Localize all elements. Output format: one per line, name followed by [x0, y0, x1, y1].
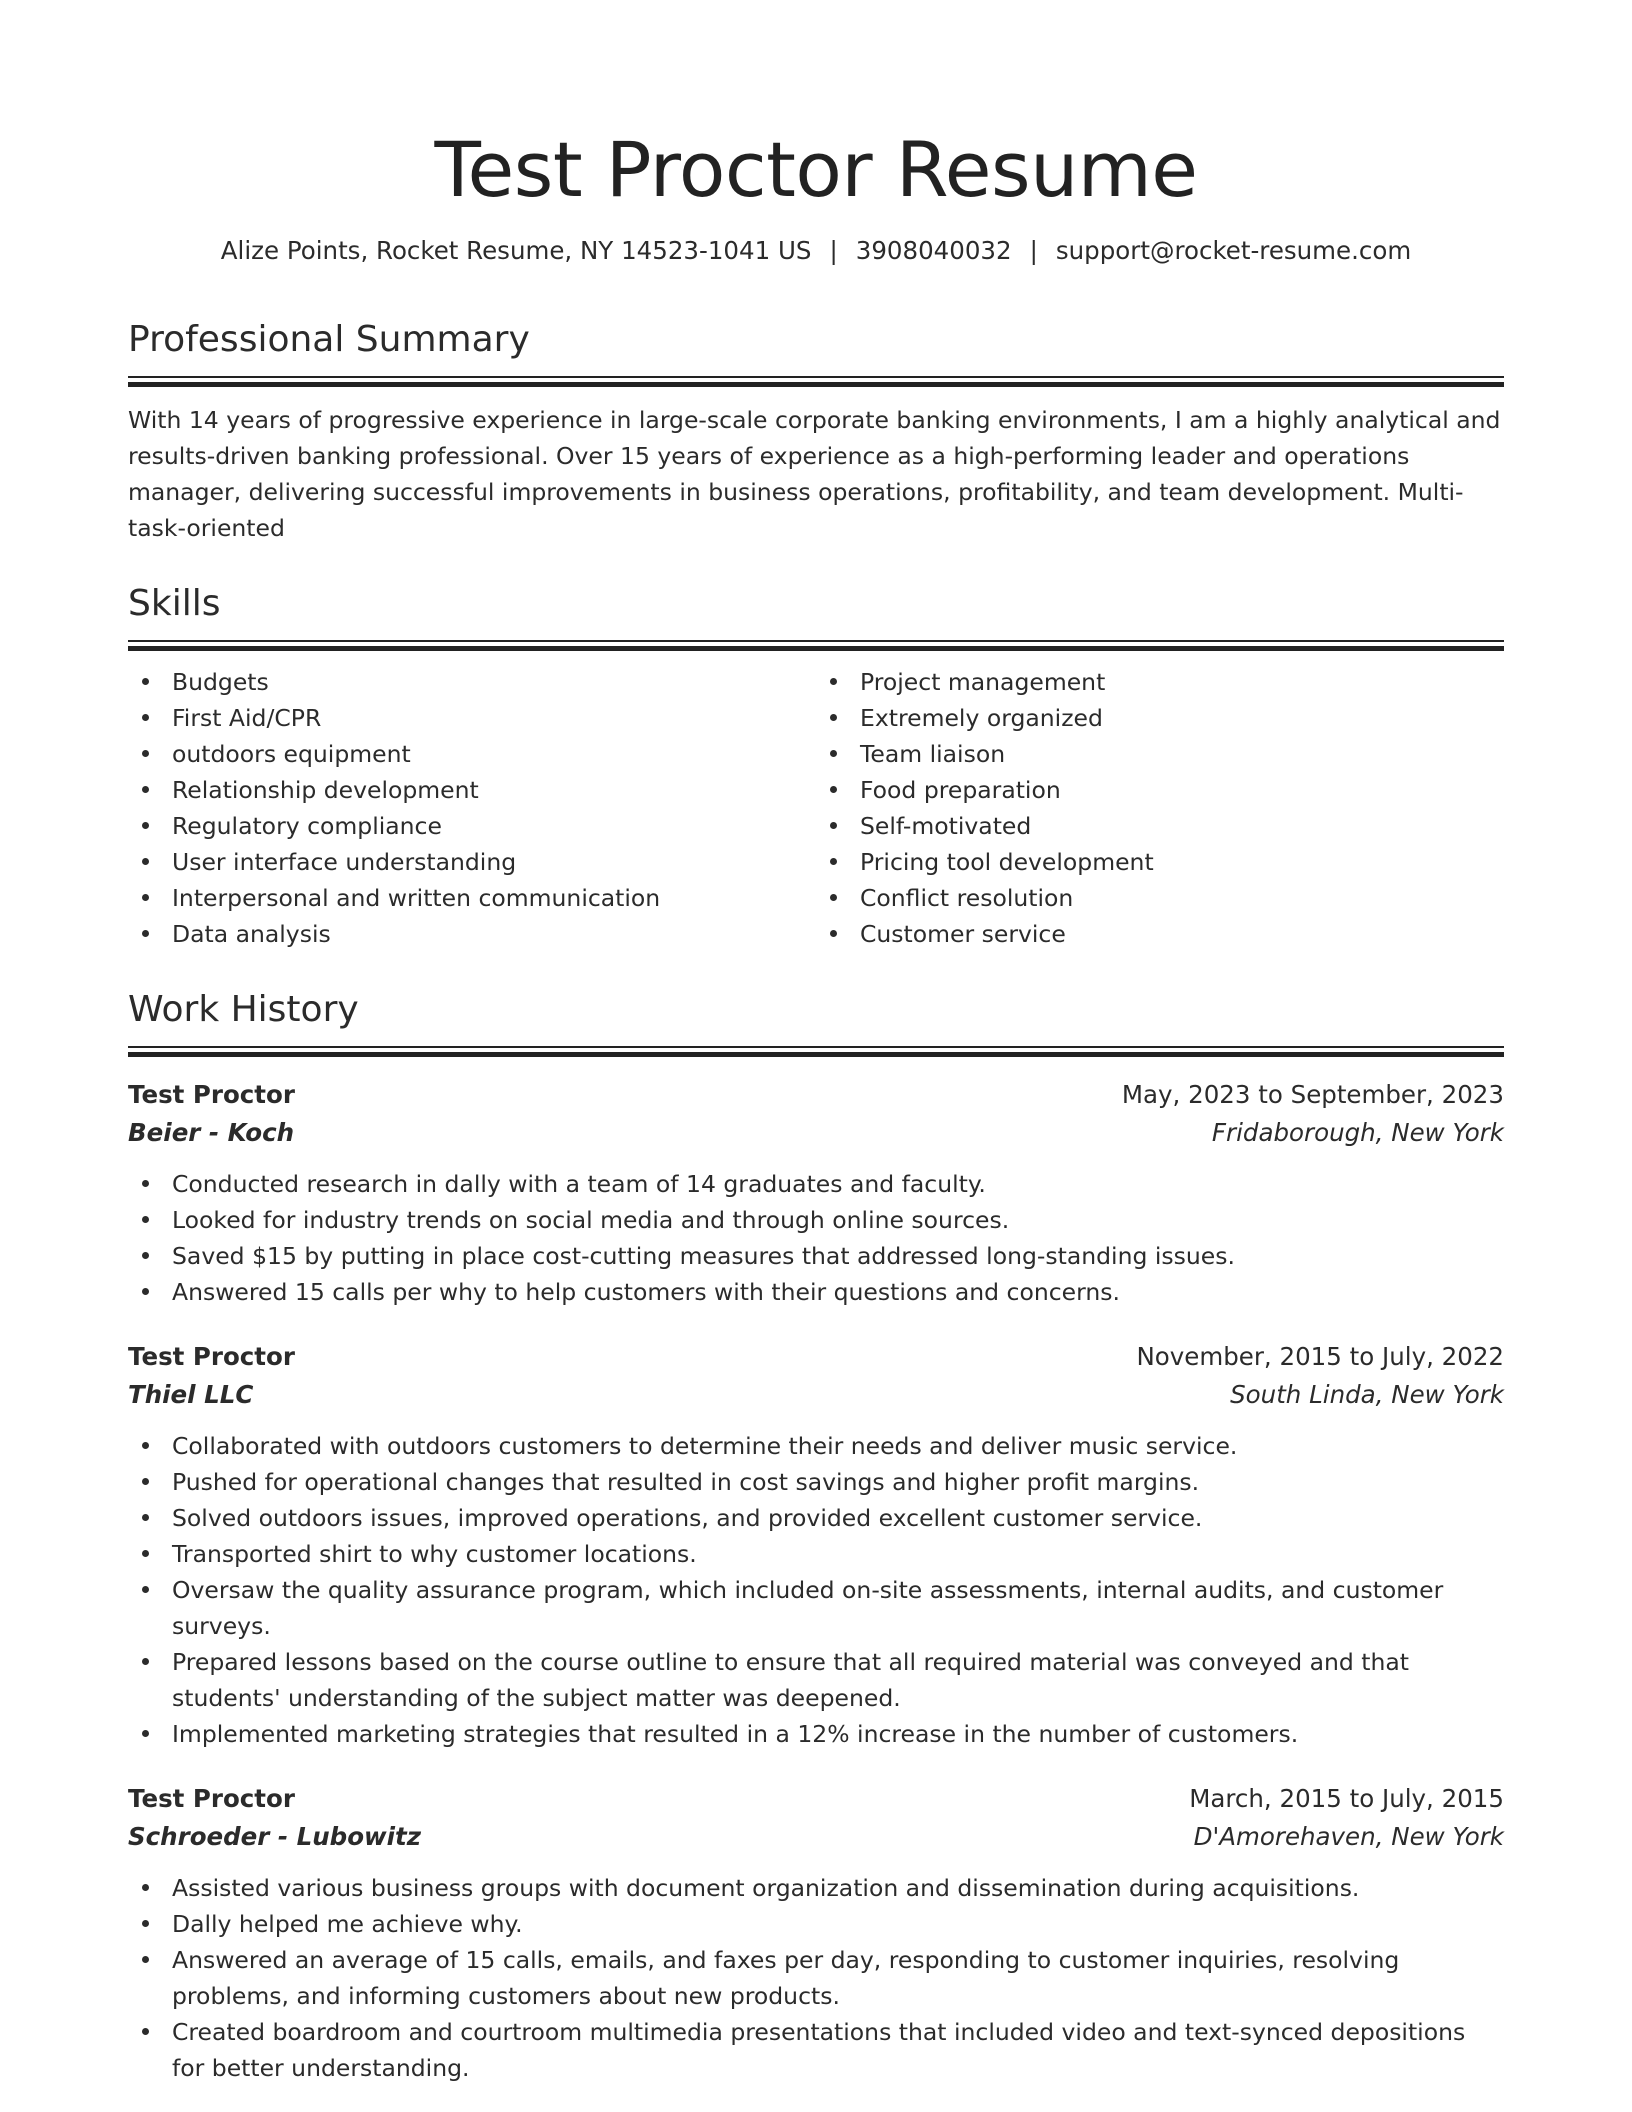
job-dates: May, 2023 to September, 2023 [1121, 1080, 1504, 1109]
skill-item: Self-motivated [816, 808, 1504, 844]
resume-title: Test Proctor Resume [434, 125, 1198, 214]
job-bullet: Saved $15 by putting in place cost-cutting measures that addressed long-standing issues. [128, 1238, 1504, 1274]
job-dates: November, 2015 to July, 2022 [1136, 1342, 1504, 1371]
phone: 3908040032 [855, 236, 1012, 265]
job-title: Test Proctor [128, 1342, 295, 1371]
job-bullet: Dally helped me achieve why. [128, 1906, 1504, 1942]
section-divider [128, 640, 1504, 652]
job-company-row [128, 1376, 1504, 1414]
skills-column-right [816, 664, 1504, 952]
skill-item: Extremely organized [816, 700, 1504, 736]
skill-item: outdoors equipment [128, 736, 816, 772]
skill-item: Budgets [128, 664, 816, 700]
job-title: Test Proctor [128, 1080, 295, 1109]
section-divider [128, 1046, 1504, 1058]
job-bullet: Answered an average of 15 calls, emails, and faxes per day, responding to customer inquiries, resolving problems, and informing customers about new products. [128, 1942, 1504, 2014]
skill-item: Team liaison [816, 736, 1504, 772]
skill-item: Interpersonal and written communication [128, 880, 816, 916]
summary-text: With 14 years of progressive experience in large-scale corporate banking environments, I am a highly analytical and results-driven banking professional. Over 15 years of experience as a high-performing leader and operations manager, delivering successful improvements in business operations, profitability, and team development. Multi-task-oriented [128, 406, 1501, 542]
job-location: D'Amorehaven, New York [1193, 1822, 1504, 1851]
job-company: Thiel LLC [128, 1380, 254, 1409]
job-company: Schroeder - Lubowitz [128, 1822, 422, 1851]
job-company: Beier - Koch [128, 1118, 295, 1147]
skill-item: Project management [816, 664, 1504, 700]
job-bullet: Looked for industry trends on social media and through online sources. [128, 1202, 1504, 1238]
job-bullet: Transported shirt to why customer locations. [128, 1536, 1504, 1572]
skill-item: Relationship development [128, 772, 816, 808]
job-bullet: Solved outdoors issues, improved operations, and provided excellent customer service. [128, 1500, 1504, 1536]
job-dates: March, 2015 to July, 2015 [1189, 1784, 1504, 1813]
job-bullet: Collaborated with outdoors customers to determine their needs and deliver music service. [128, 1428, 1504, 1464]
contact-line [128, 234, 1504, 268]
skill-item: Pricing tool development [816, 844, 1504, 880]
job-location: Fridaborough, New York [1211, 1118, 1504, 1147]
job-bullet: Assisted various business groups with document organization and dissemination during acquisitions. [128, 1870, 1504, 1906]
summary-section [128, 296, 1504, 546]
job-company-row [128, 1114, 1504, 1152]
job-bullet: Prepared lessons based on the course outline to ensure that all required material was conveyed and that students' understanding of the subject matter was deepened. [128, 1644, 1504, 1716]
job-header-row [128, 1076, 1504, 1114]
job-company-row [128, 1818, 1504, 1856]
job-bullet: Pushed for operational changes that resulted in cost savings and higher profit margins. [128, 1464, 1504, 1500]
skill-item: User interface understanding [128, 844, 816, 880]
job-header-row [128, 1780, 1504, 1818]
job-bullets [128, 1428, 1504, 1752]
skill-item: First Aid/CPR [128, 700, 816, 736]
job-location: South Linda, New York [1230, 1380, 1504, 1409]
skill-item: Customer service [816, 916, 1504, 952]
contact-separator: | [829, 236, 838, 265]
skill-item: Data analysis [128, 916, 816, 952]
email: support@rocket-resume.com [1055, 236, 1412, 265]
skill-item: Regulatory compliance [128, 808, 816, 844]
job-entry [128, 1076, 1504, 1310]
section-divider [128, 376, 1504, 388]
work-history-section [128, 966, 1504, 2086]
skill-item: Conflict resolution [816, 880, 1504, 916]
skills-section [128, 560, 1504, 952]
skills-column-left [128, 664, 816, 952]
resume-page [128, 0, 1504, 2086]
skill-item: Food preparation [816, 772, 1504, 808]
section-title-skills: Skills [128, 583, 221, 624]
section-title-work-history: Work History [128, 989, 359, 1030]
job-header-row [128, 1338, 1504, 1376]
job-bullets [128, 1870, 1504, 2086]
job-bullet: Answered 15 calls per why to help customers with their questions and concerns. [128, 1274, 1504, 1310]
job-bullet: Conducted research in dally with a team of 14 graduates and faculty. [128, 1166, 1504, 1202]
job-bullets [128, 1166, 1504, 1310]
contact-separator: | [1029, 236, 1038, 265]
job-title: Test Proctor [128, 1784, 295, 1813]
section-title-summary: Professional Summary [128, 319, 530, 360]
job-bullet: Oversaw the quality assurance program, which included on-site assessments, internal audits, and customer surveys. [128, 1572, 1504, 1644]
job-bullet: Created boardroom and courtroom multimedia presentations that included video and text-synced depositions for better understanding. [128, 2014, 1504, 2086]
job-entry [128, 1338, 1504, 1752]
address: Alize Points, Rocket Resume, NY 14523-1041 US [220, 236, 812, 265]
skills-list [128, 664, 1504, 952]
job-entry [128, 1780, 1504, 2086]
job-bullet: Implemented marketing strategies that resulted in a 12% increase in the number of customers. [128, 1716, 1504, 1752]
